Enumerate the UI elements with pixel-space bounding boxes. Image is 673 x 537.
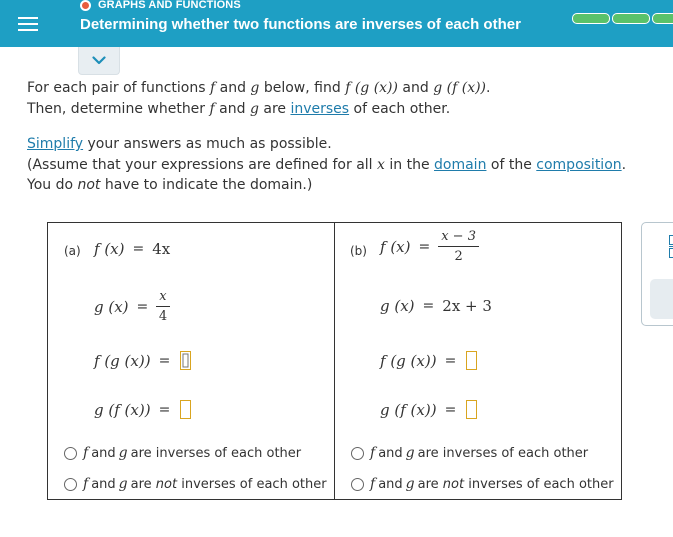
radio-button[interactable] (351, 447, 364, 460)
part-b-option-not-inverses[interactable]: f and g are not inverses of each other (351, 476, 614, 492)
g-fraction: $\frac{x}{4}$ (156, 289, 169, 324)
collapse-toggle-button[interactable] (78, 47, 120, 75)
chevron-down-icon (92, 56, 106, 65)
part-b-gf-answer-input[interactable] (466, 400, 477, 419)
instruction-line-4: (Assume that your expressions are defined for all x in the domain of the composition. (27, 156, 627, 173)
part-b-tag: (b) (350, 244, 367, 258)
menu-button[interactable] (0, 0, 55, 47)
part-b-f-definition: f (x) = $\frac{x - 3}{2}$ (380, 229, 479, 264)
instructions (27, 78, 647, 196)
topic-text: GRAPHS AND FUNCTIONS (98, 0, 241, 11)
instruction-line-1: For each pair of functions f and g below, find f (g (x)) and g (f (x)). (27, 80, 491, 96)
topic-label (80, 0, 241, 11)
composition-link[interactable]: composition (536, 156, 622, 173)
part-b (335, 223, 621, 499)
progress-segment (572, 13, 610, 24)
inverses-link[interactable]: inverses (290, 100, 350, 117)
part-a-option-inverses[interactable]: f and g are inverses of each other (64, 445, 301, 461)
part-b-option-inverses[interactable]: f and g are inverses of each other (351, 445, 588, 461)
part-a-f-definition: f (x) = 4x (94, 240, 171, 258)
page-title: Determining whether two functions are inverses of each other (80, 16, 521, 33)
part-b-g-definition: g (x) = 2x + 3 (380, 297, 492, 315)
hamburger-icon (18, 16, 38, 32)
simplify-link[interactable]: Simplify (27, 136, 84, 152)
progress-indicator (572, 13, 673, 24)
part-b-fg-answer-input[interactable] (466, 351, 477, 370)
domain-link[interactable]: domain (434, 156, 487, 173)
progress-segment (652, 13, 673, 24)
part-b-gf-row: g (f (x)) = (380, 400, 477, 419)
radio-button[interactable] (64, 478, 77, 491)
top-bar (0, 0, 673, 47)
part-a-gf-answer-input[interactable] (180, 400, 191, 419)
part-a-fg-row: f (g (x)) = (94, 351, 191, 370)
radio-button[interactable] (351, 478, 364, 491)
part-a (48, 223, 334, 499)
part-a-gf-row: g (f (x)) = (94, 400, 191, 419)
toolbar-action-button[interactable] (650, 279, 673, 319)
part-a-fg-answer-input[interactable] (180, 351, 191, 370)
part-b-fg-row: f (g (x)) = (380, 351, 477, 370)
instruction-line-3: Simplify your answers as much as possible. (27, 136, 332, 152)
instruction-line-2: Then, determine whether f and g are inverses of each other. (27, 100, 451, 117)
f-fraction: $\frac{x - 3}{2}$ (438, 229, 479, 264)
instruction-line-5: You do not have to indicate the domain.) (27, 177, 313, 193)
math-toolbar (641, 222, 673, 326)
part-a-option-not-inverses[interactable]: f and g are not inverses of each other (64, 476, 327, 492)
fraction-icon[interactable] (669, 235, 673, 258)
part-a-tag: (a) (64, 244, 81, 258)
answer-panel (47, 222, 622, 500)
topic-dot-icon (80, 0, 91, 11)
part-a-g-definition: g (x) = $\frac{x}{4}$ (94, 289, 170, 324)
radio-button[interactable] (64, 447, 77, 460)
progress-segment (612, 13, 650, 24)
